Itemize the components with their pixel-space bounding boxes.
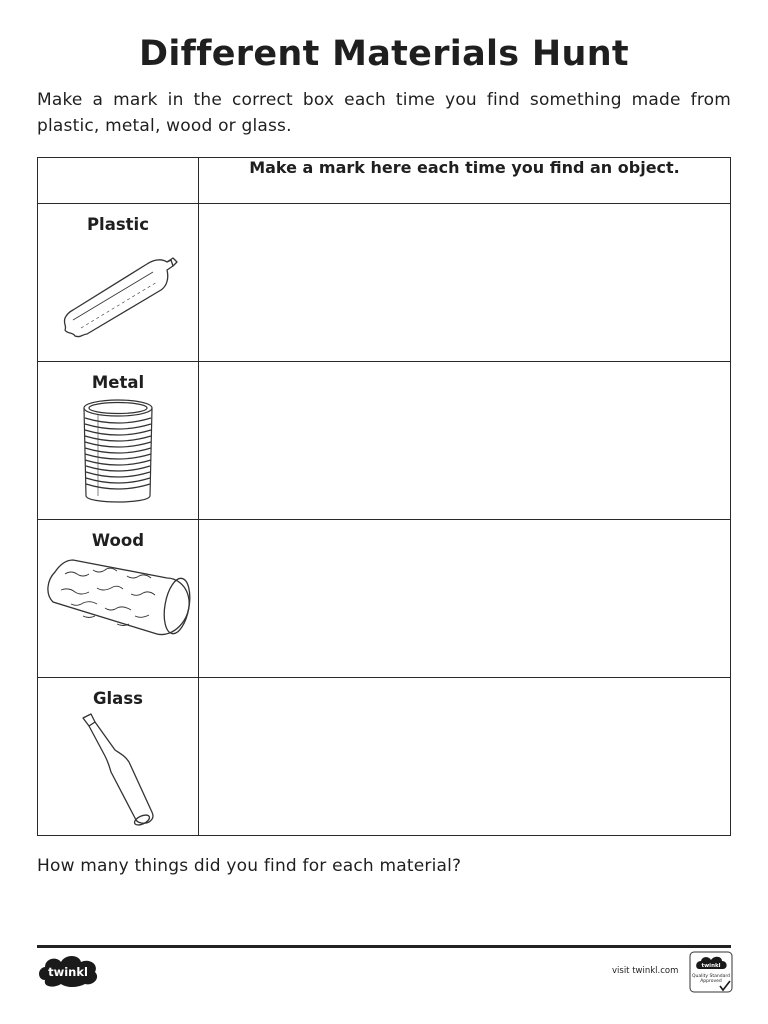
material-label-cell <box>38 204 199 362</box>
visit-link[interactable]: visit twinkl.com <box>612 966 679 976</box>
material-label-wood: Wood <box>91 531 145 550</box>
header-instruction-cell: Make a mark here each time you find an object. <box>198 158 730 204</box>
page-title: Different Materials Hunt <box>139 34 629 74</box>
material-label-cell <box>38 520 199 678</box>
material-label-cell <box>38 362 199 520</box>
tally-box-plastic[interactable] <box>198 204 730 362</box>
twinkl-logo[interactable] <box>37 954 99 988</box>
glass-bottle-icon <box>73 712 163 828</box>
tally-box-wood[interactable] <box>198 520 730 678</box>
material-label-cell <box>38 678 199 836</box>
logo-text: twinkl <box>48 965 88 979</box>
summary-question: How many things did you find for each material? <box>37 856 462 876</box>
material-label-metal: Metal <box>91 373 145 392</box>
material-row-plastic <box>38 204 731 362</box>
material-row-wood <box>38 520 731 678</box>
tally-box-metal[interactable] <box>198 362 730 520</box>
material-row-metal <box>38 362 731 520</box>
instructions-text: Make a mark in the correct box each time you find something made from plastic, metal, wood or glass. <box>37 90 731 136</box>
tally-box-glass[interactable] <box>198 678 730 836</box>
tin-can-icon <box>78 396 158 510</box>
log-icon <box>43 554 193 644</box>
material-label-plastic: Plastic <box>86 215 149 234</box>
plastic-bottle-icon <box>53 238 183 348</box>
header-blank-cell <box>38 158 199 204</box>
materials-table <box>37 157 731 836</box>
footer-divider <box>37 945 731 948</box>
table-header-row <box>38 158 731 204</box>
material-row-glass <box>38 678 731 836</box>
badge-caption: Quality Standard Approved <box>692 974 730 984</box>
badge-brand-text: twinkl <box>701 963 721 969</box>
material-label-glass: Glass <box>92 689 143 708</box>
quality-badge-icon <box>689 951 733 993</box>
